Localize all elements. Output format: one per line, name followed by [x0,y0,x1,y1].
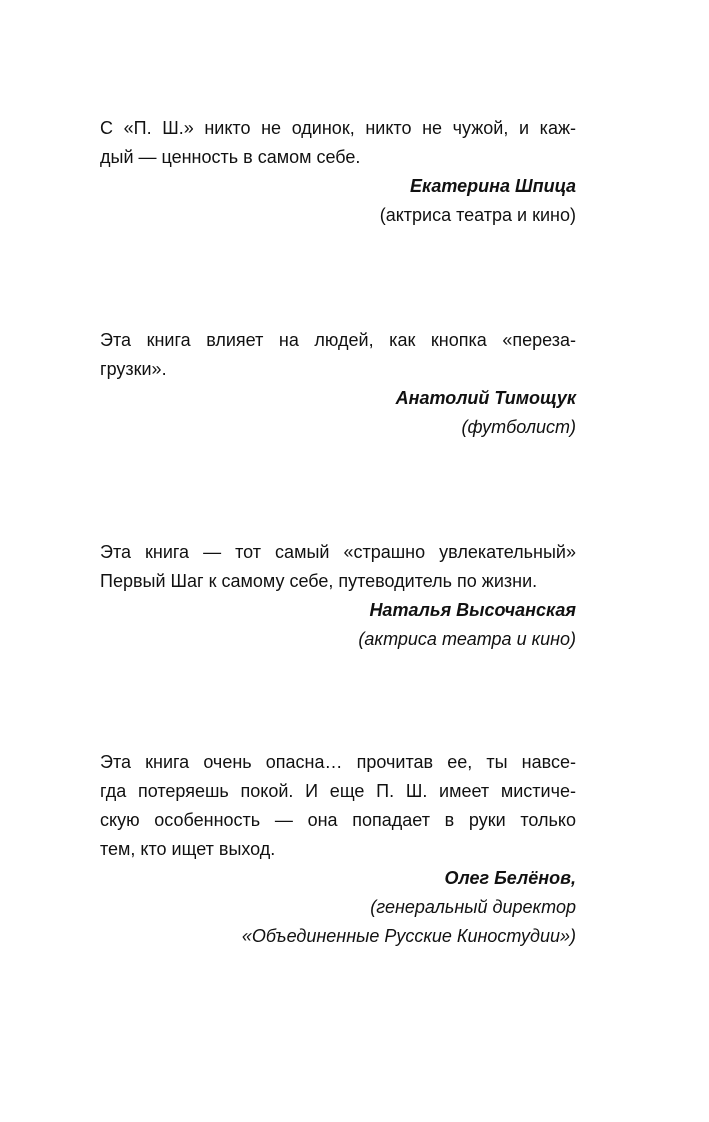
quote-line: Первый Шаг к самому себе, путеводитель по жизни. [100,571,538,591]
quote-line: Эта книга очень опасна… прочитав ее, ты навсе- [100,752,576,772]
quote-author-role: (актриса театра и кино) [379,205,576,225]
quote-block [100,748,576,951]
quote-author: Анатолий Тимощук [395,388,576,408]
quote-text [100,326,576,384]
quote-attribution [100,384,576,442]
quote-text [100,538,576,596]
quote-line: Эта книга влияет на людей, как кнопка «переза- [100,330,576,350]
quote-line: Эта книга — тот самый «страшно увлекательный» [100,542,576,562]
quote-block [100,114,576,230]
quote-author: Екатерина Шпица [409,176,576,196]
quote-line: скую особенность — она попадает в руки только [100,810,576,830]
quote-attribution [100,172,576,230]
quote-line: гда потеряешь покой. И еще П. Ш. имеет мистиче- [100,781,576,801]
quote-author-role: (футболист) [461,417,576,437]
quote-text [100,114,576,172]
quote-attribution [100,596,576,654]
quote-line: грузки». [100,359,167,379]
quote-line: дый — ценность в самом себе. [100,147,361,167]
quote-block [100,538,576,654]
quote-author: Олег Белёнов, [444,868,576,888]
quote-author-role: (актриса театра и кино) [358,629,576,649]
quote-attribution [100,864,576,951]
quote-text [100,748,576,864]
quote-block [100,326,576,442]
quote-author-role: (генеральный директор [370,897,576,917]
quote-line: тем, кто ищет выход. [100,839,276,859]
quote-line: С «П. Ш.» никто не одинок, никто не чужой, и каж- [100,118,576,138]
quote-author: Наталья Высочанская [369,600,576,620]
quote-author-role: «Объединенные Русские Киностудии») [241,926,576,946]
